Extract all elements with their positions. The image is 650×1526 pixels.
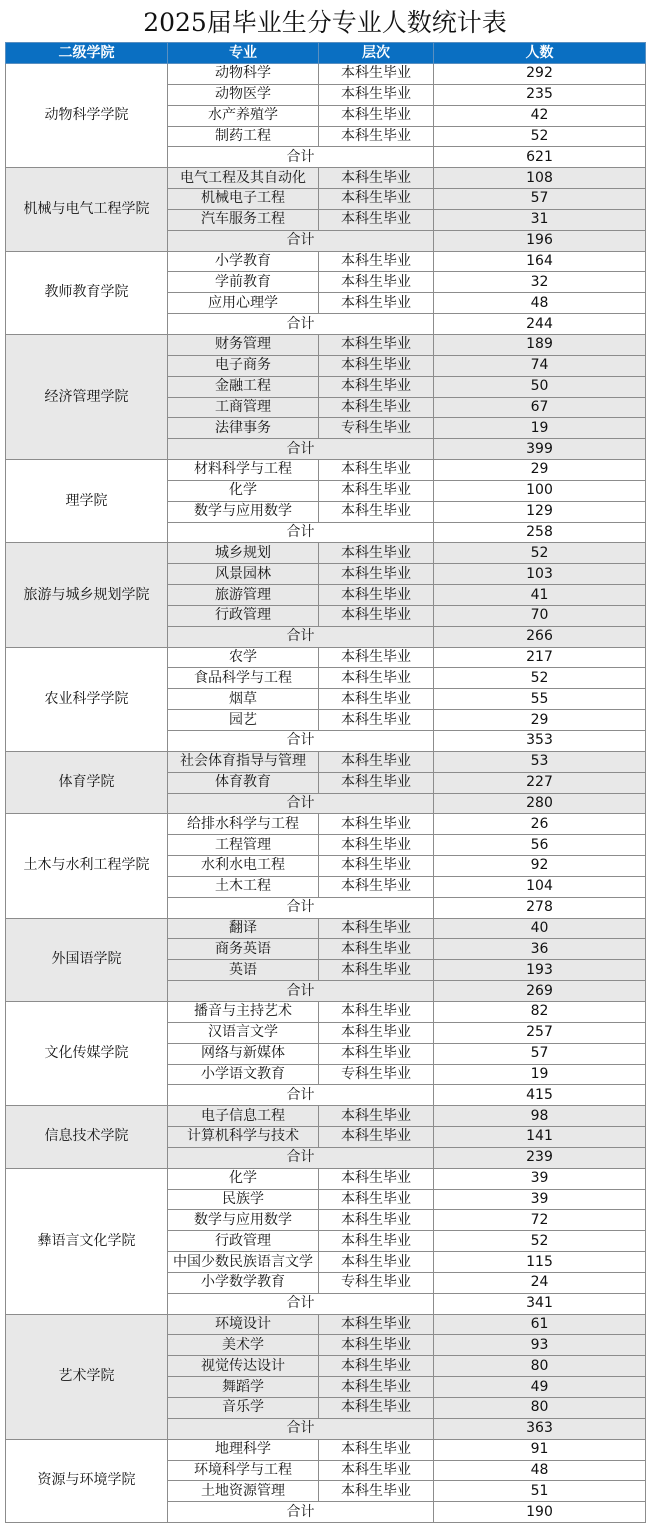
major-cell: 网络与新媒体: [168, 1043, 319, 1064]
college-cell: 文化传媒学院: [6, 1001, 168, 1105]
major-cell: 舞蹈学: [168, 1377, 319, 1398]
major-cell: 数学与应用数学: [168, 501, 319, 522]
major-cell: 环境设计: [168, 1314, 319, 1335]
major-cell: 风景园林: [168, 564, 319, 585]
major-cell: 播音与主持艺术: [168, 1001, 319, 1022]
college-cell: 体育学院: [6, 751, 168, 814]
total-label: 合计: [168, 439, 434, 460]
major-cell: 金融工程: [168, 376, 319, 397]
table-row: [6, 751, 646, 772]
major-cell: 土木工程: [168, 876, 319, 897]
level-cell: 本科生毕业: [319, 293, 434, 314]
major-cell: 音乐学: [168, 1398, 319, 1419]
major-cell: 视觉传达设计: [168, 1356, 319, 1377]
count-cell: 55: [434, 689, 646, 710]
count-cell: 104: [434, 876, 646, 897]
level-cell: 本科生毕业: [319, 856, 434, 877]
count-cell: 189: [434, 334, 646, 355]
total-label: 合计: [168, 147, 434, 168]
major-cell: 水产养殖学: [168, 105, 319, 126]
level-cell: 本科生毕业: [319, 939, 434, 960]
level-cell: 本科生毕业: [319, 689, 434, 710]
graduates-table: [5, 42, 646, 1523]
major-cell: 城乡规划: [168, 543, 319, 564]
major-cell: 行政管理: [168, 1231, 319, 1252]
major-cell: 小学语文教育: [168, 1064, 319, 1085]
level-cell: 本科生毕业: [319, 1252, 434, 1273]
level-cell: 本科生毕业: [319, 84, 434, 105]
count-cell: 80: [434, 1356, 646, 1377]
major-cell: 电子信息工程: [168, 1106, 319, 1127]
total-label: 合计: [168, 314, 434, 335]
major-cell: 机械电子工程: [168, 189, 319, 210]
count-cell: 72: [434, 1210, 646, 1231]
count-cell: 36: [434, 939, 646, 960]
major-cell: 民族学: [168, 1189, 319, 1210]
count-cell: 108: [434, 168, 646, 189]
count-cell: 56: [434, 835, 646, 856]
level-cell: 本科生毕业: [319, 397, 434, 418]
major-cell: 园艺: [168, 710, 319, 731]
total-label: 合计: [168, 731, 434, 752]
total-count: 258: [434, 522, 646, 543]
major-cell: 中国少数民族语言文学: [168, 1252, 319, 1273]
level-cell: 本科生毕业: [319, 835, 434, 856]
count-cell: 19: [434, 1064, 646, 1085]
count-cell: 32: [434, 272, 646, 293]
count-cell: 91: [434, 1439, 646, 1460]
major-cell: 法律事务: [168, 418, 319, 439]
count-cell: 292: [434, 64, 646, 85]
major-cell: 汽车服务工程: [168, 209, 319, 230]
level-cell: 本科生毕业: [319, 1022, 434, 1043]
total-label: 合计: [168, 1502, 434, 1523]
total-label: 合计: [168, 1147, 434, 1168]
total-count: 196: [434, 230, 646, 251]
count-cell: 31: [434, 209, 646, 230]
major-cell: 数学与应用数学: [168, 1210, 319, 1231]
count-cell: 100: [434, 480, 646, 501]
major-cell: 汉语言文学: [168, 1022, 319, 1043]
count-cell: 57: [434, 1043, 646, 1064]
level-cell: 本科生毕业: [319, 1460, 434, 1481]
total-label: 合计: [168, 793, 434, 814]
level-cell: 本科生毕业: [319, 334, 434, 355]
major-cell: 水利水电工程: [168, 856, 319, 877]
count-cell: 52: [434, 543, 646, 564]
level-cell: 本科生毕业: [319, 209, 434, 230]
level-cell: 本科生毕业: [319, 355, 434, 376]
level-cell: 本科生毕业: [319, 960, 434, 981]
count-cell: 29: [434, 710, 646, 731]
level-cell: 本科生毕业: [319, 1481, 434, 1502]
count-cell: 48: [434, 1460, 646, 1481]
major-cell: 化学: [168, 480, 319, 501]
level-cell: 本科生毕业: [319, 460, 434, 481]
total-label: 合计: [168, 522, 434, 543]
major-cell: 动物科学: [168, 64, 319, 85]
count-cell: 92: [434, 856, 646, 877]
total-count: 621: [434, 147, 646, 168]
major-cell: 小学教育: [168, 251, 319, 272]
major-cell: 食品科学与工程: [168, 668, 319, 689]
college-cell: 理学院: [6, 460, 168, 543]
major-cell: 体育教育: [168, 772, 319, 793]
level-cell: 本科生毕业: [319, 251, 434, 272]
total-label: 合计: [168, 230, 434, 251]
level-cell: 本科生毕业: [319, 1356, 434, 1377]
college-cell: 农业科学学院: [6, 647, 168, 751]
header-level: 层次: [319, 43, 434, 64]
count-cell: 50: [434, 376, 646, 397]
count-cell: 67: [434, 397, 646, 418]
major-cell: 翻译: [168, 918, 319, 939]
table-row: [6, 1106, 646, 1127]
level-cell: 本科生毕业: [319, 126, 434, 147]
count-cell: 42: [434, 105, 646, 126]
count-cell: 217: [434, 647, 646, 668]
count-cell: 52: [434, 668, 646, 689]
header-row: [6, 43, 646, 64]
count-cell: 52: [434, 126, 646, 147]
major-cell: 旅游管理: [168, 585, 319, 606]
level-cell: 本科生毕业: [319, 1210, 434, 1231]
major-cell: 工程管理: [168, 835, 319, 856]
total-count: 353: [434, 731, 646, 752]
total-count: 399: [434, 439, 646, 460]
major-cell: 化学: [168, 1168, 319, 1189]
table-row: [6, 647, 646, 668]
count-cell: 80: [434, 1398, 646, 1419]
total-count: 269: [434, 981, 646, 1002]
count-cell: 26: [434, 814, 646, 835]
count-cell: 41: [434, 585, 646, 606]
major-cell: 小学数学教育: [168, 1272, 319, 1293]
major-cell: 计算机科学与技术: [168, 1127, 319, 1148]
table-row: [6, 918, 646, 939]
level-cell: 本科生毕业: [319, 1168, 434, 1189]
level-cell: 本科生毕业: [319, 189, 434, 210]
college-cell: 外国语学院: [6, 918, 168, 1001]
level-cell: 本科生毕业: [319, 1335, 434, 1356]
page-title: 2025届毕业生分专业人数统计表: [143, 8, 507, 37]
college-cell: 机械与电气工程学院: [6, 168, 168, 251]
level-cell: 本科生毕业: [319, 647, 434, 668]
level-cell: 本科生毕业: [319, 1439, 434, 1460]
level-cell: 专科生毕业: [319, 1064, 434, 1085]
college-cell: 资源与环境学院: [6, 1439, 168, 1522]
college-cell: 彝语言文化学院: [6, 1168, 168, 1314]
count-cell: 39: [434, 1189, 646, 1210]
major-cell: 土地资源管理: [168, 1481, 319, 1502]
count-cell: 29: [434, 460, 646, 481]
major-cell: 环境科学与工程: [168, 1460, 319, 1481]
header-major: 专业: [168, 43, 319, 64]
college-cell: 经济管理学院: [6, 334, 168, 459]
level-cell: 本科生毕业: [319, 668, 434, 689]
table-row: [6, 251, 646, 272]
total-label: 合计: [168, 1085, 434, 1106]
table-row: [6, 64, 646, 85]
college-cell: 教师教育学院: [6, 251, 168, 334]
level-cell: 本科生毕业: [319, 501, 434, 522]
total-count: 415: [434, 1085, 646, 1106]
level-cell: 本科生毕业: [319, 1043, 434, 1064]
total-label: 合计: [168, 626, 434, 647]
level-cell: 本科生毕业: [319, 605, 434, 626]
total-label: 合计: [168, 1293, 434, 1314]
major-cell: 地理科学: [168, 1439, 319, 1460]
count-cell: 98: [434, 1106, 646, 1127]
count-cell: 235: [434, 84, 646, 105]
total-count: 266: [434, 626, 646, 647]
count-cell: 53: [434, 751, 646, 772]
count-cell: 39: [434, 1168, 646, 1189]
major-cell: 英语: [168, 960, 319, 981]
count-cell: 141: [434, 1127, 646, 1148]
level-cell: 本科生毕业: [319, 710, 434, 731]
table-row: [6, 814, 646, 835]
total-count: 239: [434, 1147, 646, 1168]
major-cell: 学前教育: [168, 272, 319, 293]
count-cell: 24: [434, 1272, 646, 1293]
header-college: 二级学院: [6, 43, 168, 64]
count-cell: 164: [434, 251, 646, 272]
total-count: 244: [434, 314, 646, 335]
level-cell: 本科生毕业: [319, 1001, 434, 1022]
major-cell: 电子商务: [168, 355, 319, 376]
major-cell: 美术学: [168, 1335, 319, 1356]
total-count: 363: [434, 1418, 646, 1439]
level-cell: 专科生毕业: [319, 1272, 434, 1293]
level-cell: 本科生毕业: [319, 751, 434, 772]
level-cell: 本科生毕业: [319, 64, 434, 85]
level-cell: 本科生毕业: [319, 918, 434, 939]
table-row: [6, 168, 646, 189]
count-cell: 40: [434, 918, 646, 939]
level-cell: 本科生毕业: [319, 480, 434, 501]
level-cell: 本科生毕业: [319, 1106, 434, 1127]
major-cell: 应用心理学: [168, 293, 319, 314]
count-cell: 51: [434, 1481, 646, 1502]
count-cell: 19: [434, 418, 646, 439]
count-cell: 49: [434, 1377, 646, 1398]
major-cell: 工商管理: [168, 397, 319, 418]
count-cell: 82: [434, 1001, 646, 1022]
total-label: 合计: [168, 981, 434, 1002]
table-row: [6, 543, 646, 564]
major-cell: 制药工程: [168, 126, 319, 147]
table-row: [6, 1168, 646, 1189]
total-label: 合计: [168, 1418, 434, 1439]
level-cell: 本科生毕业: [319, 1314, 434, 1335]
level-cell: 本科生毕业: [319, 543, 434, 564]
level-cell: 本科生毕业: [319, 376, 434, 397]
table-row: [6, 460, 646, 481]
table-row: [6, 334, 646, 355]
college-cell: 旅游与城乡规划学院: [6, 543, 168, 647]
level-cell: 本科生毕业: [319, 105, 434, 126]
level-cell: 本科生毕业: [319, 814, 434, 835]
table-row: [6, 1439, 646, 1460]
college-cell: 信息技术学院: [6, 1106, 168, 1169]
major-cell: 给排水科学与工程: [168, 814, 319, 835]
table-row: [6, 1314, 646, 1335]
total-count: 190: [434, 1502, 646, 1523]
major-cell: 烟草: [168, 689, 319, 710]
college-cell: 艺术学院: [6, 1314, 168, 1439]
count-cell: 93: [434, 1335, 646, 1356]
total-count: 278: [434, 897, 646, 918]
count-cell: 103: [434, 564, 646, 585]
major-cell: 电气工程及其自动化: [168, 168, 319, 189]
level-cell: 本科生毕业: [319, 1398, 434, 1419]
major-cell: 动物医学: [168, 84, 319, 105]
count-cell: 129: [434, 501, 646, 522]
level-cell: 本科生毕业: [319, 272, 434, 293]
level-cell: 专科生毕业: [319, 418, 434, 439]
college-cell: 土木与水利工程学院: [6, 814, 168, 918]
header-count: 人数: [434, 43, 646, 64]
count-cell: 57: [434, 189, 646, 210]
count-cell: 48: [434, 293, 646, 314]
count-cell: 227: [434, 772, 646, 793]
level-cell: 本科生毕业: [319, 168, 434, 189]
level-cell: 本科生毕业: [319, 772, 434, 793]
count-cell: 193: [434, 960, 646, 981]
level-cell: 本科生毕业: [319, 585, 434, 606]
count-cell: 70: [434, 605, 646, 626]
level-cell: 本科生毕业: [319, 1189, 434, 1210]
count-cell: 257: [434, 1022, 646, 1043]
major-cell: 财务管理: [168, 334, 319, 355]
total-count: 280: [434, 793, 646, 814]
count-cell: 74: [434, 355, 646, 376]
table-row: [6, 1001, 646, 1022]
college-cell: 动物科学学院: [6, 64, 168, 168]
major-cell: 行政管理: [168, 605, 319, 626]
count-cell: 52: [434, 1231, 646, 1252]
level-cell: 本科生毕业: [319, 876, 434, 897]
major-cell: 社会体育指导与管理: [168, 751, 319, 772]
major-cell: 农学: [168, 647, 319, 668]
major-cell: 商务英语: [168, 939, 319, 960]
count-cell: 61: [434, 1314, 646, 1335]
major-cell: 材料科学与工程: [168, 460, 319, 481]
level-cell: 本科生毕业: [319, 1127, 434, 1148]
total-label: 合计: [168, 897, 434, 918]
level-cell: 本科生毕业: [319, 564, 434, 585]
level-cell: 本科生毕业: [319, 1231, 434, 1252]
count-cell: 115: [434, 1252, 646, 1273]
level-cell: 本科生毕业: [319, 1377, 434, 1398]
total-count: 341: [434, 1293, 646, 1314]
